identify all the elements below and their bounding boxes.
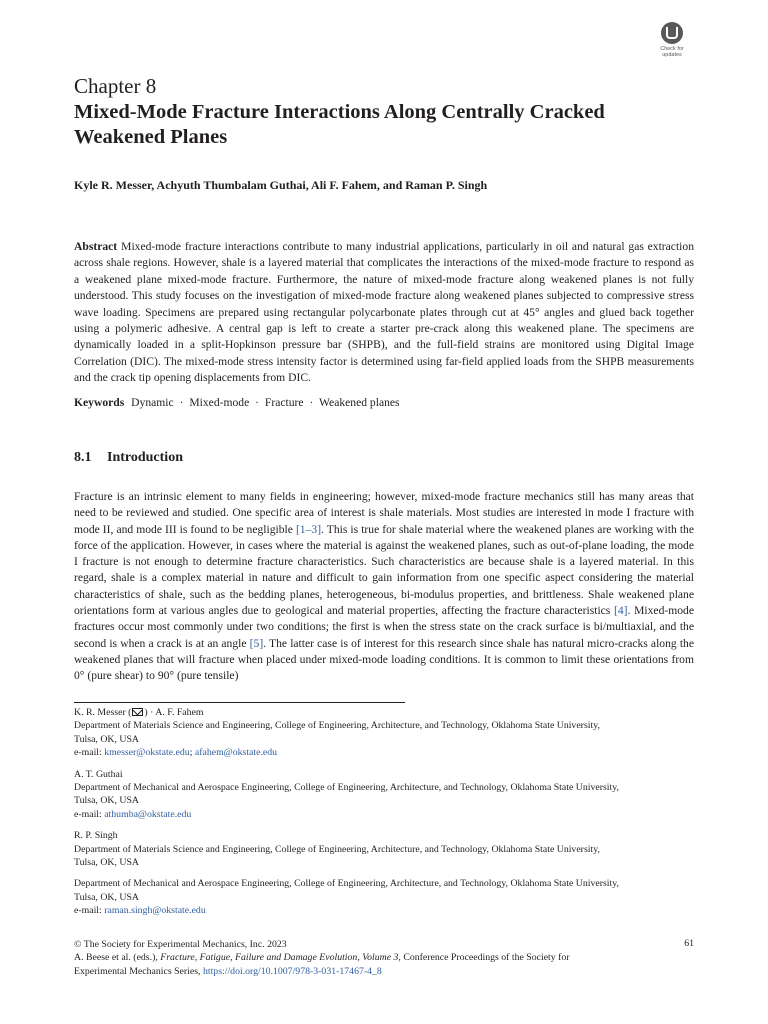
series-prefix: Experimental Mechanics Series, — [74, 965, 203, 977]
author-list: Kyle R. Messer, Achyuth Thumbalam Guthai, Ali F. Fahem, and Raman P. Singh — [74, 178, 488, 192]
affiliation-city: Tulsa, OK, USA — [74, 857, 139, 869]
keyword-item: Fracture — [264, 396, 304, 409]
affiliation-dept: Department of Materials Science and Engineering, College of Engineering, Architecture, and Technology, Oklahoma State University, — [74, 843, 600, 855]
badge-label-line1: Check for — [660, 46, 684, 52]
intro-text: . This is true for shale material where the weakened planes are working with the force of the application. However, in cases where the material is against the weakened planes, such as out-of-plane loading, the mode I fracture is not enough to determine fracture characteristics. Such characteristics are because shale is a layered material. In this regard, shale is a complex material in nature and difficult to gain information from one specific aspect considering the material characteristics of shale, such as the bedding planes, heterogeneous, bi-modulus properties, and brittleness. Shale weakened plane orientations form at various angles due to geological and material properties, affecting the fracture characteristics — [74, 522, 694, 618]
intro-text: . Mixed-mode fractures occur most commonly under two conditions; the first is when the stress state on the crack surface is bi/multiaxial, and the second is when a crack is at an angle — [74, 604, 694, 650]
citation-link[interactable]: [4] — [614, 604, 628, 618]
email-label: e-mail: — [74, 905, 105, 917]
section-title: Introduction — [107, 450, 183, 465]
abstract-text: Mixed-mode fracture interactions contribute to many industrial applications, particularly in oil and natural gas extraction across shale regions. However, shale is a layered material that complicates the interactions of the mixed-mode fracture to respond as a weakened plane mixed-mode fracture. Furthermore, the nature of mixed-mode fracture along weakened planes is not fully understood. This study focuses on the investigation of mixed-mode fracture along weakened planes subjected to compressive stress wave loading. Specimens are prepared using rectangular polycarbonate plates through cut at 45° angles and glued back together using a polymeric adhesive. A central gap is left to create a starter pre-crack along this weakened plane. The specimens are dynamically loaded in a split-Hopkinson pressure bar (SHPB), and the full-field strains are monitored using Digital Image Correlation (DIC). The mixed-mode stress intensity factor is determined using far-field applied loads from the SHPB measurements and the crack tip opening displacements from DIC. — [74, 240, 694, 385]
doi-link[interactable]: https://doi.org/10.1007/978-3-031-17467-4_8 — [202, 965, 382, 977]
abstract-label: Abstract — [74, 240, 118, 253]
check-for-updates-badge[interactable] — [652, 22, 692, 68]
affiliation-block — [74, 829, 694, 869]
badge-label-line2: updates — [662, 52, 682, 58]
citation-prefix: A. Beese et al. (eds.), — [74, 952, 161, 964]
keyword-separator: · — [255, 396, 260, 409]
citation-link[interactable]: [5] — [249, 636, 264, 650]
badge-label — [660, 46, 684, 58]
keyword-item: Weakened planes — [319, 396, 400, 409]
chapter-title — [74, 100, 634, 150]
page-footer — [74, 938, 694, 978]
intro-text: . The latter case is of interest for this research since shale has natural micro-cracks along the weakened planes that will fracture when placed under mixed-mode loading conditions. It is common to limit these orientations from 0° (pure shear) to 90° (pure tensile) — [74, 636, 694, 683]
email-link[interactable]: raman.singh@okstate.edu — [104, 905, 206, 917]
citation-link[interactable]: [1–3] — [295, 522, 322, 536]
keyword-separator: · — [309, 396, 314, 409]
affiliation-email — [74, 808, 694, 821]
email-label: e-mail: — [74, 747, 105, 759]
affiliation-names: A. T. Guthai — [74, 768, 123, 780]
keyword-separator: · — [179, 396, 184, 409]
affiliation-block — [74, 706, 694, 760]
keyword-item: Mixed-mode — [189, 396, 250, 409]
chapter-label: Chapter 8 — [74, 74, 157, 98]
check-updates-icon — [661, 22, 683, 44]
email-link[interactable]: afahem@okstate.edu — [194, 747, 278, 759]
keywords-label: Keywords — [74, 396, 125, 409]
book-title: Fracture, Fatigue, Failure and Damage Evolution, Volume 3 — [160, 952, 399, 964]
affiliation-block — [74, 877, 694, 917]
author-name: K. R. Messer ( — [74, 707, 132, 718]
citation-line — [74, 951, 694, 964]
keywords — [74, 396, 400, 409]
section-number: 8.1 — [74, 450, 92, 465]
envelope-icon[interactable] — [132, 708, 143, 716]
abstract — [74, 239, 694, 387]
section-heading — [74, 450, 183, 466]
affiliation-block — [74, 768, 694, 822]
email-link[interactable]: athumba@okstate.edu — [104, 808, 192, 820]
affiliation-names: R. P. Singh — [74, 830, 118, 842]
intro-text: Fracture is an intrinsic element to many fields in engineering; however, mixed-mode fracture mechanics still has many areas that need to be reviewed and studied. One specific area of interest is shale materials. Most studies are interested in mode I fracture with mode II, and mode III is found to be negligible — [74, 490, 694, 536]
affiliation-dept: Department of Materials Science and Engineering, College of Engineering, Architecture, and Technology, Oklahoma State University, — [74, 720, 600, 732]
chapter-title-line1: Mixed-Mode Fracture Interactions Along Centrally Cracked — [74, 101, 605, 123]
affiliation-names — [74, 706, 694, 719]
email-link[interactable]: kmesser@okstate.edu — [104, 747, 190, 759]
affiliation-email — [74, 746, 694, 759]
keyword-item: Dynamic — [131, 396, 174, 409]
affiliation-email — [74, 904, 694, 917]
affiliation-city: Tulsa, OK, USA — [74, 891, 139, 903]
email-separator: ; — [189, 747, 195, 759]
affiliation-city: Tulsa, OK, USA — [74, 795, 139, 807]
affiliation-dept: Department of Mechanical and Aerospace Engineering, College of Engineering, Architecture, and Technology, Oklahoma State University, — [74, 878, 619, 890]
page-number: 61 — [684, 938, 694, 949]
series-line — [74, 965, 694, 978]
email-label: e-mail: — [74, 808, 105, 820]
affiliation-city: Tulsa, OK, USA — [74, 733, 139, 745]
footnote-divider — [74, 702, 405, 703]
affiliations — [74, 706, 694, 926]
chapter-title-line2: Weakened Planes — [74, 126, 228, 148]
copyright-line: © The Society for Experimental Mechanics, Inc. 2023 — [74, 939, 287, 950]
author-name: ) · A. F. Fahem — [144, 707, 204, 718]
affiliation-dept: Department of Mechanical and Aerospace Engineering, College of Engineering, Architecture, and Technology, Oklahoma State University, — [74, 782, 619, 794]
introduction-paragraph — [74, 489, 694, 685]
citation-suffix: , Conference Proceedings of the Society for — [398, 952, 570, 964]
